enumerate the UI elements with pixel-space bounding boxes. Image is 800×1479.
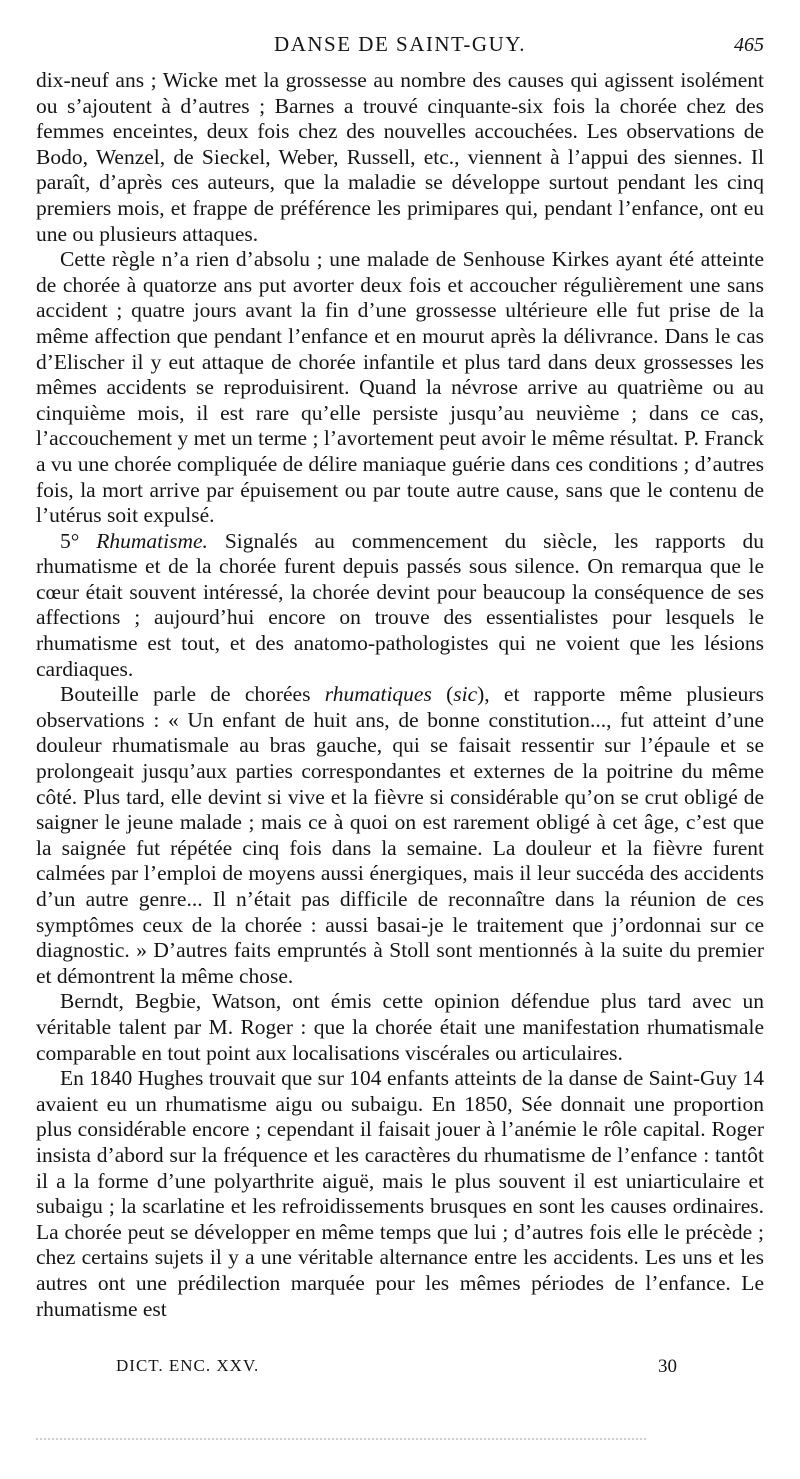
paragraph	[36, 529, 764, 683]
paragraph	[36, 989, 764, 1066]
italic-text: sic	[453, 682, 478, 707]
paragraph-text: dix-neuf ans ; Wicke met la grossesse au nombre des causes qui agissent isolément ou s’ajoutent à d’autres ; Barnes a trouvé cinquante-six fois la chorée chez des femmes enceintes, deux fois chez des nouvelles accouchées. Les observations de Bodo, Wenzel, de Sieckel, Weber, Russell, etc., viennent à l’appui des siennes. Il paraît, d’après ces auteurs, que la maladie se développe surtout pendant les cinq premiers mois, et frappe de préférence les primipares qui, pendant l’enfance, ont eu une ou plusieurs attaques.	[36, 68, 764, 246]
paragraph-text: Berndt, Begbie, Watson, ont émis cette opinion défendue plus tard avec un véritable talent par M. Roger : que la chorée était une manifestation rhumatismale comparable en tout point aux localisations viscérales ou articulaires.	[36, 989, 764, 1065]
paragraph-text: En 1840 Hughes trouvait que sur 104 enfants atteints de la danse de Saint-Guy 14 avaient eu un rhumatisme aigu ou subaigu. En 1850, Sée donnait une proportion plus considérable encore ; cependant il faisait jouer à l’anémie le rôle capital. Roger insista d’abord sur la fréquence et les caractères du rhumatisme de l’enfance : tantôt il a la forme d’une polyarthrite aiguë, mais le plus souvent il est uniarticulaire et subaigu ; la scarlatine et les refroidissements brusques en sont les causes ordinaires. La chorée peut se développer en même temps que lui ; d’autres fois elle le précède ; chez certains sujets il y a une véritable alternance entre les accidents. Les uns et les autres ont une prédilection marquée pour les mêmes périodes de l’enfance. Le rhumatisme est	[36, 1066, 764, 1321]
page-number: 465	[734, 34, 764, 56]
italic-text: Rhumatisme.	[96, 528, 208, 553]
paragraph-text: (	[431, 682, 454, 707]
paragraph-text: ), et rapporte même plusieurs observations : « Un enfant de huit ans, de bonne constitution..., fut atteint d’une douleur rhumatismale au bras gauche, qui se faisait ressentir sur l’épaule et se prolongeait jusqu’aux parties correspondantes et externes de la poitrine du même côté. Plus tard, elle devint si vive et la fièvre si considérable qu’on se crut obligé de saigner le jeune malade ; mais ce à quoi on est rarement obligé à cet âge, c’est que la saignée fut répétée cinq fois dans la semaine. La douleur et la fièvre furent calmées par l’emploi de moyens aussi énergiques, mais il leur succéda des accidents d’un autre genre... Il n’était pas difficile de reconnaître dans la réunion de ces symptômes ceux de la chorée : aussi basai-je le traitement que j’ordonnai sur ce diagnostic. » D’autres faits empruntés à Stoll sont mentionnés à la suite du premier et démontrent la même chose.	[36, 682, 764, 988]
paragraph	[36, 68, 764, 247]
page	[36, 28, 764, 1322]
footer	[76, 1356, 706, 1386]
paragraph	[36, 247, 764, 529]
running-title: DANSE DE SAINT-GUY.	[274, 32, 526, 56]
paragraph-text: Signalés au commencement du siècle, les rapports du rhumatisme et de la chorée furent depuis passés sous silence. On remarqua que le cœur était souvent intéressé, la chorée devint pour beaucoup la conséquence de ses affections ; aujourd’hui encore on trouve des essentialistes pour lesquels le rhumatisme est tout, et des anatomo-pathologistes qui ne voient que les lésions cardiaques.	[36, 528, 764, 681]
paragraph-text: 5°	[60, 528, 97, 553]
paragraph-text: Cette règle n’a rien d’absolu ; une malade de Senhouse Kirkes ayant été atteinte de chorée à quatorze ans put avorter deux fois et accoucher régulièrement une sans accident ; quatre jours avant la fin d’une grossesse ultérieure elle fut prise de la même affection que pendant l’enfance et en mourut après la délivrance. Dans le cas d’Elischer il y eut attaque de chorée infantile et plus tard dans deux grossesses les mêmes accidents se reproduisirent. Quand la névrose arrive au quatrième ou au cinquième mois, il est rare qu’elle persiste jusqu’au neuvième ; dans ce cas, l’accouchement y met un terme ; l’avortement peut avoir le même résultat. P. Franck a vu une chorée compliquée de délire maniaque guérie dans ces conditions ; d’autres fois, la mort arrive par épuisement ou par toute autre cause, sans que le contenu de l’utérus soit expulsé.	[36, 247, 764, 528]
footer-signature: DICT. ENC. XXV.	[116, 1356, 260, 1375]
paragraph	[36, 1066, 764, 1322]
sheet-number: 30	[658, 1356, 677, 1377]
italic-text: rhumatiques	[324, 682, 432, 707]
body-text	[36, 68, 764, 1322]
paragraph	[36, 682, 764, 989]
running-header	[36, 28, 764, 64]
scan-artifact-line	[36, 1438, 646, 1442]
paragraph-text: Bouteille parle de chorées	[60, 682, 325, 707]
